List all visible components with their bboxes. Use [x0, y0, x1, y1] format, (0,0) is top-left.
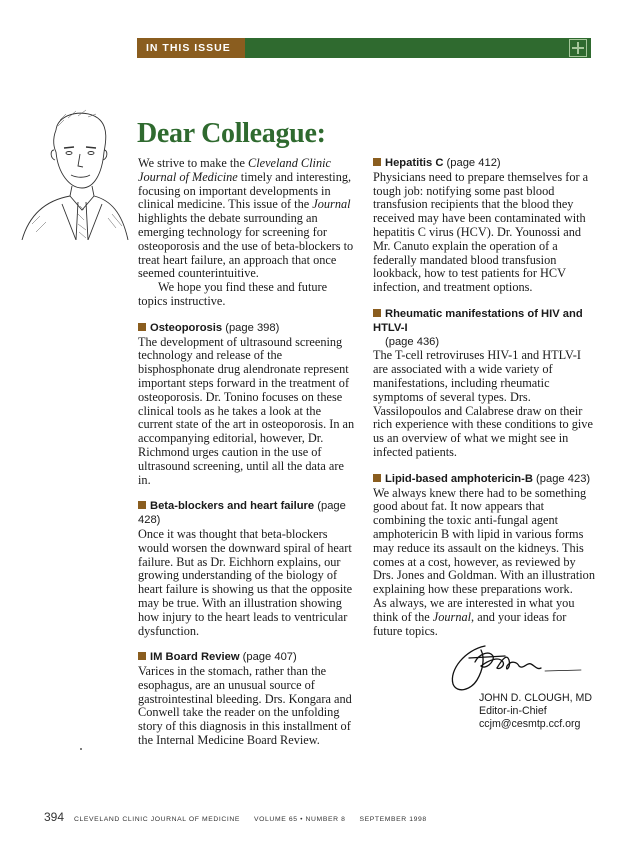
section-banner — [137, 38, 591, 58]
article-heading — [373, 473, 595, 487]
page-number: 394 — [44, 810, 65, 824]
banner-bar — [245, 38, 569, 58]
bullet-square — [138, 652, 146, 660]
editor-name: JOHN D. CLOUGH, MD — [479, 692, 593, 704]
article-im-board-review — [138, 651, 358, 748]
bullet-square — [373, 309, 381, 317]
journal-name: Cleveland Clinic Journal of Medicine — [138, 156, 331, 184]
article-title: Hepatitis C — [385, 157, 444, 169]
article-page: (page 436) — [385, 335, 440, 348]
article-body: Varices in the stomach, rather than the esophagus, are an unusual source of gastrointestinal bleeding. Drs. Kongara and Conwell take the reader on the unfolding story of this diagnosis in this installment of the Internal Medicine Board Review. — [138, 664, 352, 748]
bullet-square — [138, 323, 146, 331]
article-rheumatic — [373, 308, 595, 460]
article-title: Rheumatic manifestations of HIV and HTLV-I — [373, 307, 583, 334]
intro-letter — [138, 157, 358, 309]
article-title: Lipid-based amphotericin-B — [385, 472, 533, 485]
article-page: (page 423) — [532, 472, 591, 485]
intro-text: We strive to make the — [138, 156, 248, 170]
signature-block — [479, 692, 599, 730]
article-page: (page 398) — [222, 321, 280, 334]
article-body: The development of ultrasound screening technology and release of the bisphosphonate drug alendronate represent important steps forward in the treatment of osteoporosis. Dr. Tonino focuses on these clinical tools as he takes a look at the current state of the art in osteoporosis. In an accompanying editorial, however, Dr. Richmond urges caution in the use of ultrasound screening, until all the data are in. — [138, 334, 355, 487]
bullet-square — [373, 158, 381, 166]
article-heading — [373, 308, 595, 349]
closing-text: , and your ideas for future topics. — [373, 609, 567, 638]
article-body: We always knew there had to be something good about fat. It now appears that combining the toxic anti-fungal agent amphotericin B with lipid in various forms may reduce its assault on the kidneys. This comes at a cost, however, as reviewed by Drs. Jones and Goldman. With an illustration explaining how these preparations work. — [373, 485, 595, 597]
article-heading — [138, 322, 358, 336]
left-column — [138, 157, 358, 748]
article-page: (page 412) — [443, 157, 501, 169]
page-title: Dear Colleague: — [137, 118, 326, 149]
bullet-square — [138, 501, 146, 509]
article-beta-blockers — [138, 500, 358, 638]
footer-volume: VOLUME 65 • NUMBER 8 — [254, 816, 346, 823]
cross-icon — [569, 39, 587, 57]
page-footer — [44, 810, 441, 824]
editor-portrait — [18, 100, 130, 240]
speck — [80, 748, 82, 750]
editor-email: ccjm@cesmtp.ccf.org — [479, 717, 581, 730]
intro-text: highlights the debate surrounding an emerging technology for screening for osteoporosis and the use of beta-blockers to treat heart failure, an approach that once seemed counterintuitive. — [138, 211, 354, 281]
article-body: The T-cell retroviruses HIV-1 and HTLV-I are associated with a wide variety of manifestations, including rheumatic symptoms of several types. Drs. Vassilopoulos and Calabrese draw on their rich experience with these conditions to give us an overview of what we might see in infected patients. — [373, 348, 593, 459]
article-page: (page 407) — [239, 651, 297, 664]
closing-paragraph — [373, 597, 595, 638]
article-body: Once it was thought that beta-blockers would worsen the downward spiral of heart failure. But as Dr. Eichhorn explains, our growing understanding of the biology of heart failure is showing us that the opposite may be true. With an illustration showing how injury to the heart leads to ventricular dysfunction. — [138, 526, 353, 638]
footer-journal: CLEVELAND CLINIC JOURNAL OF MEDICINE — [74, 816, 241, 823]
closing-text: As always, we are interested in what you think of the — [373, 595, 575, 624]
article-amphotericin — [373, 473, 595, 597]
banner-label: IN THIS ISSUE — [137, 38, 245, 58]
bullet-square — [373, 474, 381, 482]
intro-paragraph — [138, 157, 358, 281]
journal-name: Journal — [312, 197, 351, 212]
article-heading — [138, 500, 358, 528]
article-osteoporosis — [138, 322, 358, 488]
editor-role: Editor-in-Chief — [479, 704, 547, 717]
journal-name: Journal — [432, 609, 472, 624]
intro-paragraph: We hope you find these and future topics instructive. — [138, 280, 328, 308]
article-heading — [373, 157, 595, 171]
article-title: Osteoporosis — [150, 321, 223, 334]
article-hepatitis-c — [373, 157, 595, 295]
article-body: Physicians need to prepare themselves for a tough job: notifying some past blood transfusion recipients that the blood they received may have been contaminated with hepatitis C virus (HCV). Dr. Younossi and Mr. Canuto explain the operation of a federally mandated blood transfusion lookback, how to test patients for HCV infection, and treatment options. — [373, 169, 589, 295]
footer-date: SEPTEMBER 1998 — [359, 816, 427, 823]
article-title: IM Board Review — [150, 651, 240, 664]
article-page: (page 428) — [138, 500, 346, 527]
intro-text: timely and interesting, focusing on important developments in clinical medicine. This issue of the — [138, 169, 352, 212]
right-column — [373, 157, 595, 638]
signature — [445, 640, 585, 698]
article-title: Beta-blockers and heart failure — [150, 500, 315, 513]
article-heading — [138, 651, 358, 665]
